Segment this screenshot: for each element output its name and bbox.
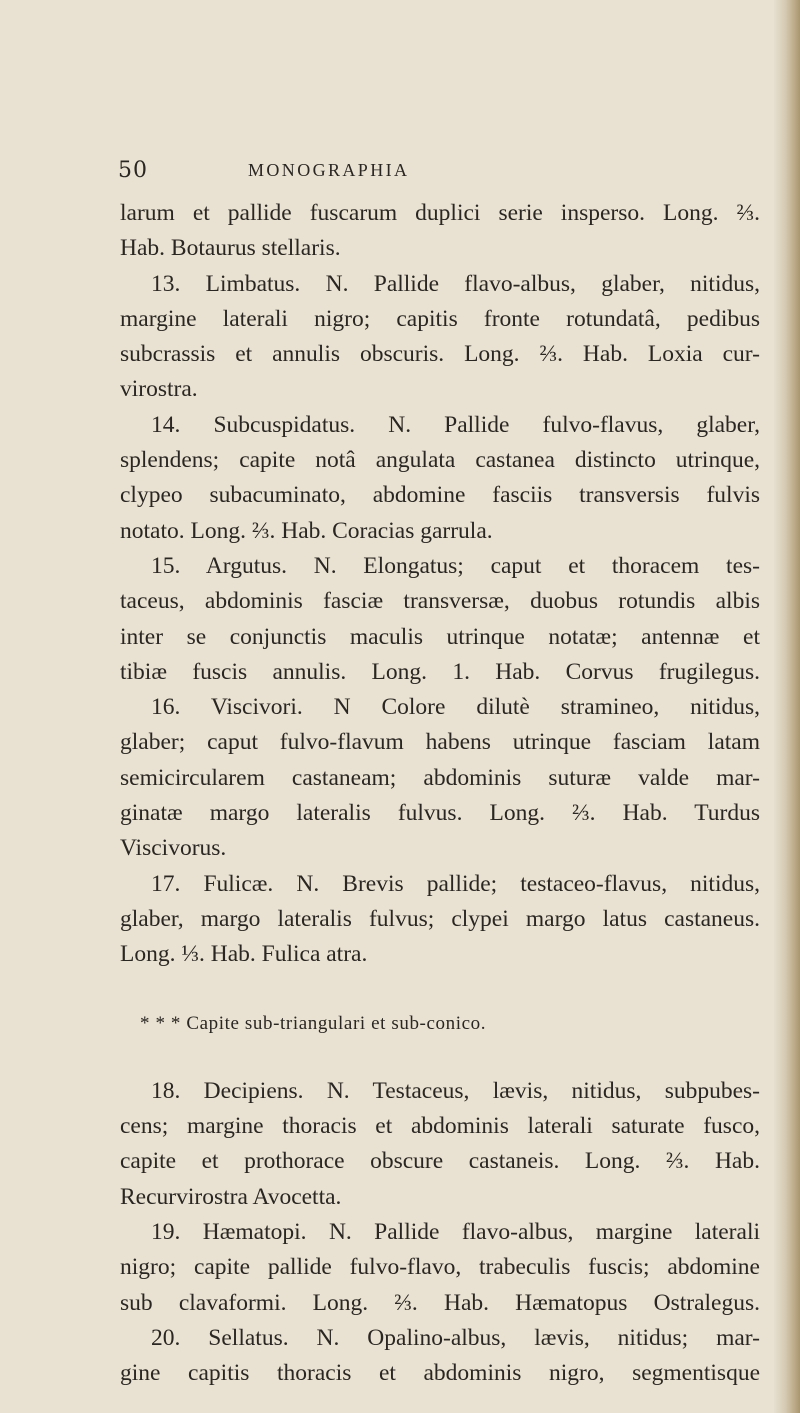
page-header bbox=[118, 158, 758, 188]
text-line: glaber; caput fulvo-flavum habens utrinque fasciam latam bbox=[120, 729, 760, 756]
text-line: splendens; capite notâ angulata castanea distincto utrinque, bbox=[120, 447, 760, 474]
text-line: virostra. bbox=[120, 376, 198, 403]
text-line: 13. Limbatus. N. Pallide flavo-albus, glaber, nitidus, bbox=[151, 270, 760, 297]
text-line: cens; margine thoracis et abdominis laterali saturate fusco, bbox=[120, 1113, 760, 1140]
text-line: capite et prothorace obscure castaneis. Long. ⅔. Hab. bbox=[120, 1148, 760, 1175]
text-line: clypeo subacuminato, abdomine fasciis transversis fulvis bbox=[120, 482, 760, 509]
text-block-entries-13-17 bbox=[120, 196, 760, 973]
text-line: gine capitis thoracis et abdominis nigro, segmentisque bbox=[120, 1360, 760, 1387]
text-line: 19. Hæmatopi. N. Pallide flavo-albus, margine laterali bbox=[151, 1219, 760, 1246]
text-line: glaber, margo lateralis fulvus; clypei margo latus castaneus. bbox=[120, 905, 760, 932]
text-line: 14. Subcuspidatus. N. Pallide fulvo-flavus, glaber, bbox=[151, 411, 760, 438]
text-line: Viscivorus. bbox=[120, 835, 227, 862]
text-block-entries-18-20 bbox=[120, 1074, 760, 1392]
spacer bbox=[120, 973, 760, 1006]
text-line: Long. ⅓. Hab. Fulica atra. bbox=[120, 941, 368, 968]
text-line: inter se conjunctis maculis utrinque notatæ; antennæ et bbox=[120, 623, 760, 650]
text-line: sub clavaformi. Long. ⅔. Hab. Hæmatopus Ostralegus. bbox=[120, 1289, 760, 1316]
text-line: Recurvirostra Avocetta. bbox=[120, 1183, 342, 1210]
text-line: taceus, abdominis fasciæ transversæ, duobus rotundis albis bbox=[120, 588, 760, 615]
text-line: ginatæ margo lateralis fulvus. Long. ⅔. Hab. Turdus bbox=[120, 800, 760, 827]
text-line: subcrassis et annulis obscuris. Long. ⅔. Hab. Loxia cur- bbox=[120, 341, 760, 368]
spacer bbox=[120, 1041, 760, 1074]
section-heading: * * * Capite sub-triangulari et sub-conico. bbox=[140, 1012, 487, 1034]
page-number: 50 bbox=[118, 158, 148, 183]
text-line: tibiæ fuscis annulis. Long. 1. Hab. Corvus frugilegus. bbox=[120, 658, 760, 685]
text-line: 18. Decipiens. N. Testaceus, lævis, nitidus, subpubes- bbox=[151, 1077, 760, 1104]
text-line: 16. Viscivori. N Colore dilutè stramineo, nitidus, bbox=[151, 694, 760, 721]
text-line: 20. Sellatus. N. Opalino-albus, lævis, nitidus; mar- bbox=[151, 1324, 760, 1351]
text-line: nigro; capite pallide fulvo-flavo, trabeculis fuscis; abdomine bbox=[120, 1254, 760, 1281]
text-line: 15. Argutus. N. Elongatus; caput et thoracem tes- bbox=[151, 552, 760, 579]
text-line: margine laterali nigro; capitis fronte rotundatâ, pedibus bbox=[120, 305, 760, 332]
text-line: Hab. Botaurus stellaris. bbox=[120, 235, 341, 262]
text-line: notato. Long. ⅔. Hab. Coracias garrula. bbox=[120, 517, 493, 544]
running-title: MONOGRAPHIA bbox=[248, 160, 410, 180]
body-text bbox=[120, 196, 760, 1392]
text-line: semicircularem castaneam; abdominis suturæ valde mar- bbox=[120, 764, 760, 791]
text-line: 17. Fulicæ. N. Brevis pallide; testaceo-flavus, nitidus, bbox=[151, 870, 760, 897]
page-edge bbox=[774, 0, 800, 1413]
text-line: larum et pallide fuscarum duplici serie insperso. Long. ⅔. bbox=[120, 200, 760, 226]
